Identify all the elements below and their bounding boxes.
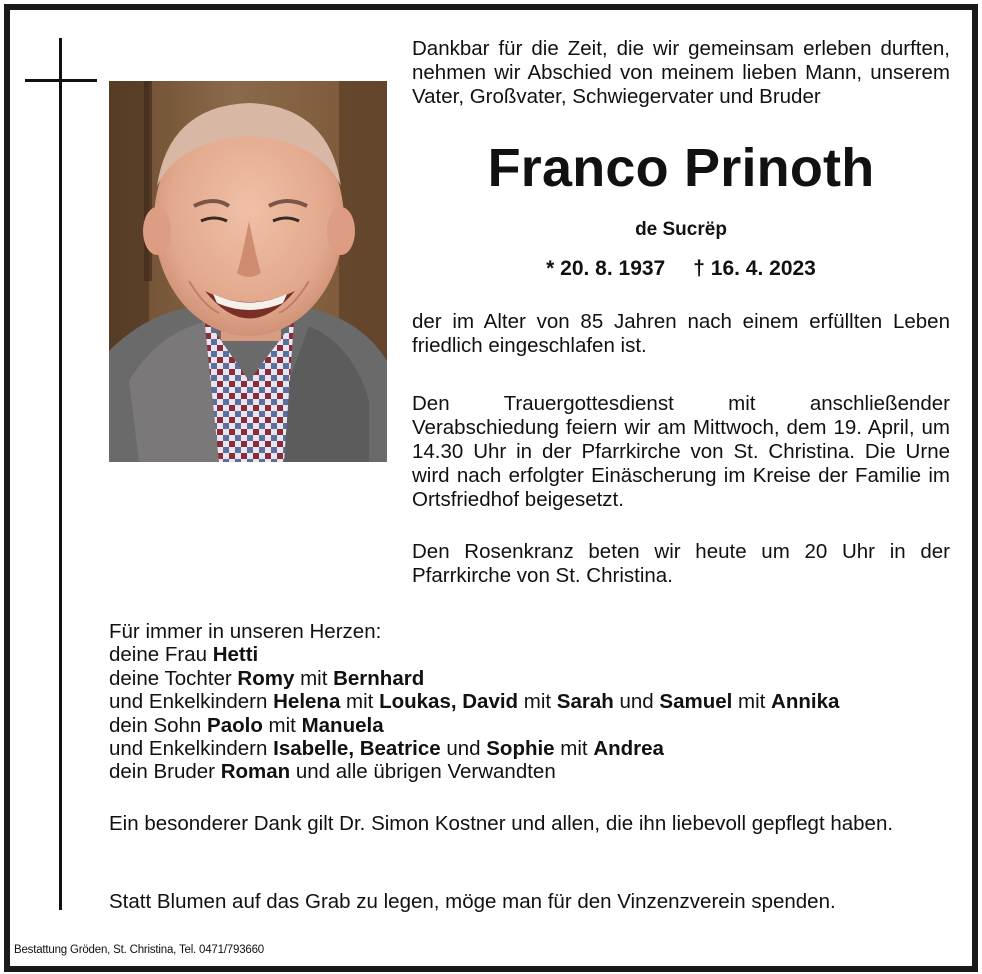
obituary-notice <box>4 4 978 972</box>
family-line: dein Bruder Roman und alle übrigen Verwandten <box>109 760 556 784</box>
birth-date: * 20. 8. 1937 <box>546 257 666 280</box>
family-line: dein Sohn Paolo mit Manuela <box>109 713 384 737</box>
family-line: deine Tochter Romy mit Bernhard <box>109 666 425 690</box>
portrait-photo <box>109 81 387 462</box>
funeral-home-footer: Bestattung Gröden, St. Christina, Tel. 0471/793660 <box>14 944 264 956</box>
thanks-paragraph: Ein besonderer Dank gilt Dr. Simon Kostner und allen, die ihn liebevoll gepflegt haben. <box>109 812 894 835</box>
family-heading: Für immer in unseren Herzen: <box>109 620 382 643</box>
funeral-paragraph: Den Trauergottesdienst mit anschließender Verabschiedung feiern wir am Mittwoch, dem 19. April, um 14.30 Uhr in der Pfarrkirche von St. Christina. Die Urne wird nach erfolgter Einäscherung im Kreise der Familie im Ortsfriedhof beigesetzt. <box>412 392 950 511</box>
nickname: de Sucrëp <box>635 219 727 240</box>
deceased-name: Franco Prinoth <box>487 138 875 198</box>
donation-note: Statt Blumen auf das Grab zu legen, möge man für den Vinzenzverein spenden. <box>109 890 836 913</box>
intro-text: Dankbar für die Zeit, die wir gemeinsam erleben durften, nehmen wir Abschied von meinem lieben Mann, unserem Vater, Großvater, Schwiegervater und Bruder <box>412 37 950 108</box>
cross-vertical-bar <box>59 38 62 910</box>
family-line: und Enkelkindern Isabelle, Beatrice und Sophie mit Andrea <box>109 737 664 761</box>
cross-horizontal-bar <box>25 79 97 82</box>
rosary-paragraph: Den Rosenkranz beten wir heute um 20 Uhr in der Pfarrkirche von St. Christina. <box>412 540 950 587</box>
age-paragraph: der im Alter von 85 Jahren nach einem erfüllten Leben friedlich eingeschlafen ist. <box>412 310 950 357</box>
family-line: und Enkelkindern Helena mit Loukas, David mit Sarah und Samuel mit Annika <box>109 690 840 714</box>
family-list <box>109 620 949 784</box>
life-dates <box>412 256 950 282</box>
family-line: deine Frau Hetti <box>109 643 259 667</box>
death-date: † 16. 4. 2023 <box>693 257 816 280</box>
